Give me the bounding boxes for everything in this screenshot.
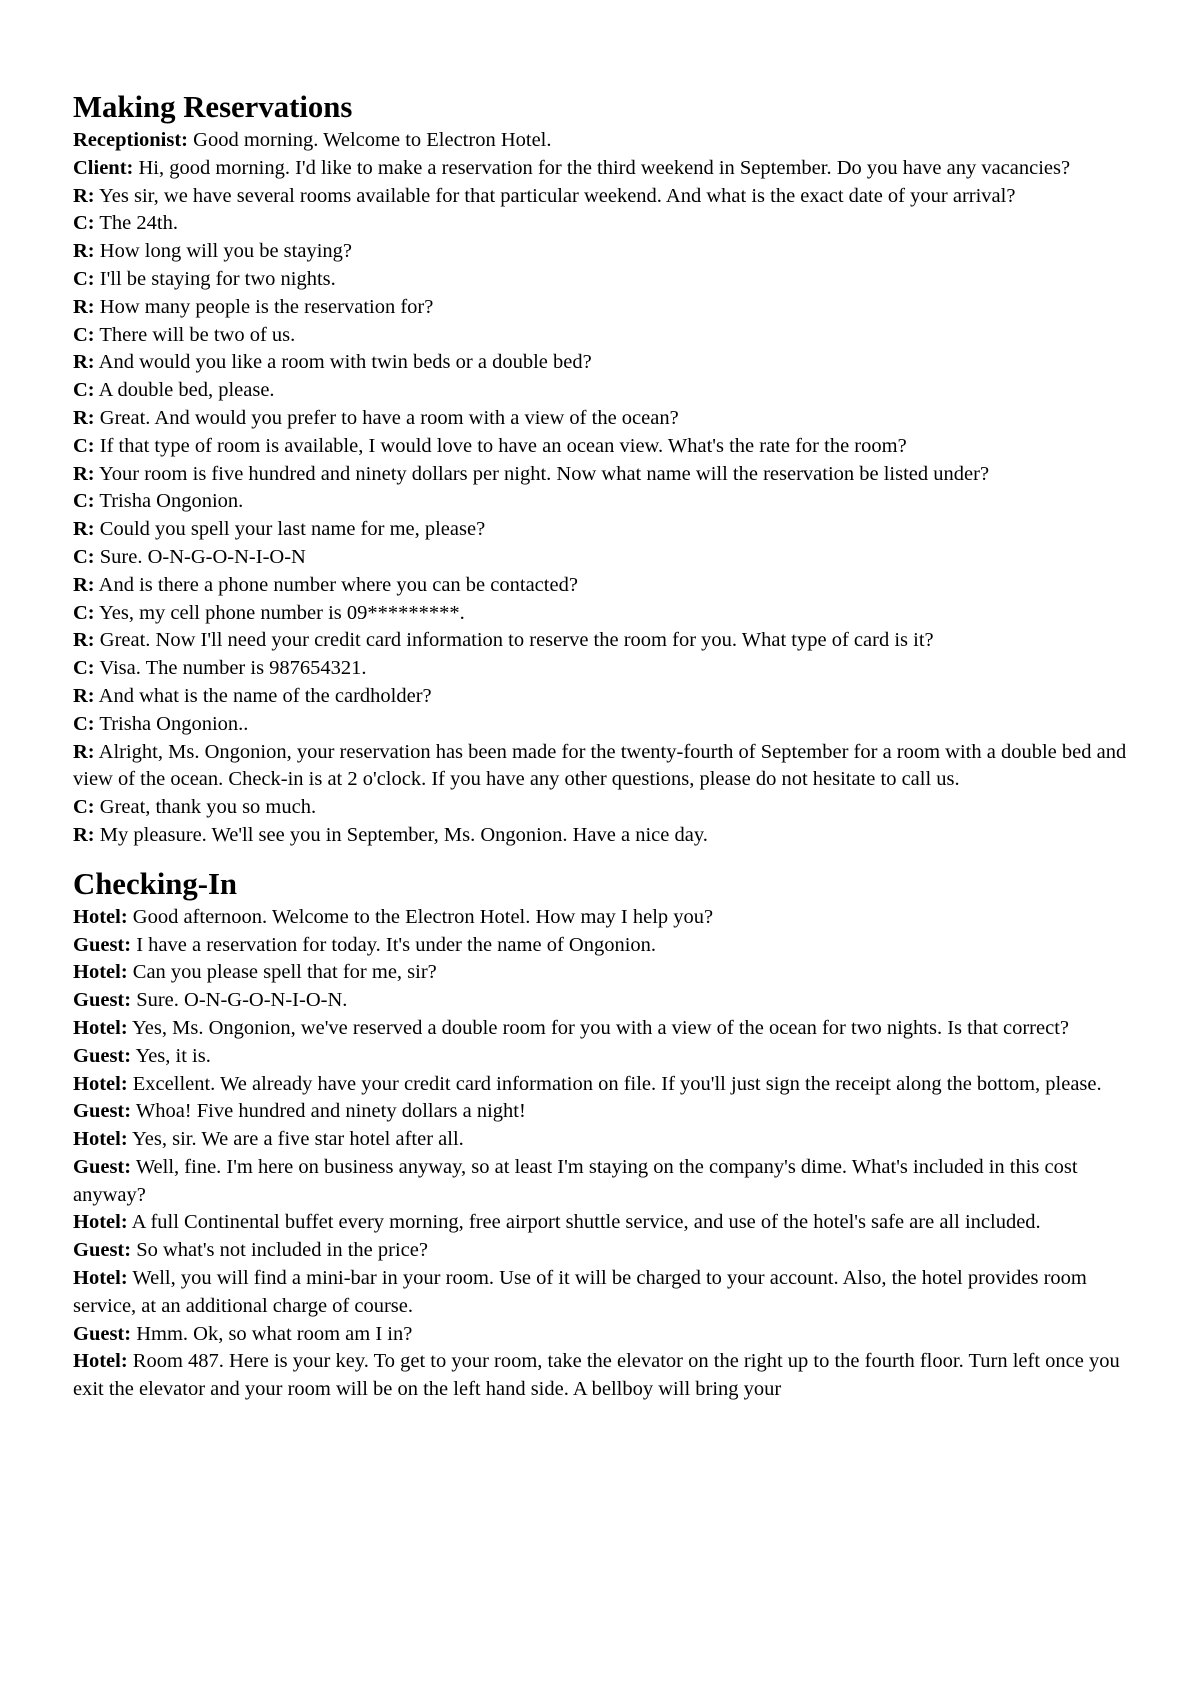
utterance-text: If that type of room is available, I would love to have an ocean view. What's the rate for the room?: [99, 434, 907, 457]
utterance-text: Yes, sir. We are a five star hotel after all.: [132, 1128, 464, 1151]
dialogue-line: [73, 1015, 1138, 1043]
utterance-text: Well, you will find a mini-bar in your room. Use of it will be charged to your account. Also, the hotel provides room service, at an additional charge of course.: [73, 1267, 1087, 1317]
utterance-text: Well, fine. I'm here on business anyway, so at least I'm staying on the company's dime. What's included in this cost anyway?: [73, 1155, 1078, 1206]
dialogue-line: [73, 488, 1138, 516]
speaker-label: C:: [73, 434, 95, 457]
dialogue-line: [73, 155, 1138, 183]
utterance-text: Great. And would you prefer to have a room with a view of the ocean?: [99, 406, 679, 429]
dialogue-line: [73, 544, 1138, 572]
speaker-label: C:: [73, 601, 95, 624]
dialogue-line: [73, 433, 1138, 461]
dialogue-line: [73, 377, 1138, 405]
utterance-text: And is there a phone number where you can be contacted?: [98, 573, 578, 596]
section-title: Making Reservations: [73, 90, 353, 124]
speaker-label: R:: [73, 406, 95, 429]
dialogue-line: [73, 238, 1138, 266]
speaker-label: C:: [73, 212, 95, 235]
dialogue-line: [73, 461, 1138, 489]
speaker-label: R:: [73, 518, 95, 541]
dialogue-line: [73, 1209, 1138, 1237]
utterance-text: Good afternoon. Welcome to the Electron Hotel. How may I help you?: [132, 905, 714, 928]
dialogue-line: [73, 266, 1138, 294]
dialogue-line: [73, 711, 1138, 739]
utterance-text: Yes, it is.: [135, 1044, 211, 1067]
utterance-text: Room 487. Here is your key. To get to your room, take the elevator on the right up to the fourth floor. Turn left once you exit the elevator and your room will be on the left hand side. A bellboy will bring your: [73, 1350, 1120, 1401]
dialogue-line: [73, 349, 1138, 377]
utterance-text: Yes, Ms. Ongonion, we've reserved a double room for you with a view of the ocean for two nights. Is that correct?: [132, 1016, 1070, 1039]
speaker-label: R:: [73, 823, 95, 846]
utterance-text: Whoa! Five hundred and ninety dollars a night!: [135, 1100, 526, 1123]
speaker-label: R:: [73, 240, 95, 263]
dialogue-line: [73, 600, 1138, 628]
speaker-label: Receptionist:: [73, 129, 189, 151]
utterance-text: Great. Now I'll need your credit card information to reserve the room for you. What type of card is it?: [99, 629, 934, 652]
utterance-text: Yes sir, we have several rooms available for that particular weekend. And what is the exact date of your arrival?: [99, 184, 1016, 207]
speaker-label: C:: [73, 379, 95, 402]
dialogue-line: [73, 987, 1138, 1015]
utterance-text: Visa. The number is 987654321.: [99, 657, 367, 680]
dialogue-line: [73, 405, 1138, 433]
document-page: [73, 88, 1138, 1404]
speaker-label: Hotel:: [73, 961, 128, 984]
dialogue-list: [73, 127, 1138, 850]
speaker-label: R:: [73, 295, 95, 318]
dialogue-line: [73, 1237, 1138, 1265]
utterance-text: I'll be staying for two nights.: [99, 267, 336, 290]
utterance-text: A double bed, please.: [98, 379, 275, 402]
speaker-label: Guest:: [73, 1044, 132, 1067]
speaker-label: Guest:: [73, 933, 132, 956]
dialogue-line: [73, 1348, 1138, 1404]
speaker-label: Guest:: [73, 989, 132, 1012]
speaker-label: Client:: [73, 156, 134, 179]
speaker-label: C:: [73, 267, 95, 290]
section-title: Checking-In: [73, 866, 238, 901]
utterance-text: Great, thank you so much.: [99, 796, 317, 819]
dialogue-line: [73, 822, 1138, 850]
dialogue-line: [73, 683, 1138, 711]
utterance-text: Alright, Ms. Ongonion, your reservation has been made for the twenty-fourth of September for a room with a double bed and view of the ocean. Check-in is at 2 o'clock. If you have any other questions, please do not hesitate to call us.: [73, 740, 1127, 791]
speaker-label: C:: [73, 545, 95, 568]
dialogue-line: [73, 904, 1138, 932]
dialogue-line: [73, 1265, 1138, 1321]
speaker-label: C:: [73, 796, 95, 819]
speaker-label: Hotel:: [73, 1016, 128, 1039]
dialogue-line: [73, 1098, 1138, 1126]
dialogue-line: [73, 1071, 1138, 1099]
speaker-label: Guest:: [73, 1100, 132, 1123]
speaker-label: R:: [73, 462, 95, 485]
utterance-text: Can you please spell that for me, sir?: [132, 961, 437, 984]
dialogue-list: [73, 904, 1138, 1404]
dialogue-line: [73, 127, 1138, 155]
dialogue-line: [73, 1154, 1138, 1210]
dialogue-line: [73, 655, 1138, 683]
speaker-label: C:: [73, 712, 95, 735]
utterance-text: I have a reservation for today. It's under the name of Ongonion.: [136, 933, 657, 956]
utterance-text: And would you like a room with twin beds or a double bed?: [98, 351, 592, 374]
utterance-text: There will be two of us.: [99, 323, 296, 346]
speaker-label: Hotel:: [73, 1267, 128, 1290]
dialogue-line: [73, 1321, 1138, 1349]
dialogue-line: [73, 959, 1138, 987]
speaker-label: Guest:: [73, 1155, 132, 1178]
utterance-text: So what's not included in the price?: [136, 1239, 428, 1262]
dialogue-line: [73, 572, 1138, 600]
speaker-label: C:: [73, 490, 95, 513]
speaker-label: R:: [73, 184, 95, 207]
utterance-text: My pleasure. We'll see you in September, Ms. Ongonion. Have a nice day.: [99, 823, 708, 846]
dialogue-line: [73, 183, 1138, 211]
utterance-text: How many people is the reservation for?: [99, 295, 434, 318]
utterance-text: Hi, good morning. I'd like to make a reservation for the third weekend in September. Do you have any vacancies?: [138, 156, 1071, 179]
speaker-label: Hotel:: [73, 1211, 128, 1234]
utterance-text: Sure. O-N-G-O-N-I-O-N: [99, 545, 306, 568]
dialogue-line: [73, 739, 1138, 795]
speaker-label: R:: [73, 573, 95, 596]
dialogue-line: [73, 627, 1138, 655]
utterance-text: Trisha Ongonion.: [99, 490, 244, 513]
dialogue-line: [73, 794, 1138, 822]
speaker-label: Hotel:: [73, 1128, 128, 1151]
utterance-text: A full Continental buffet every morning, free airport shuttle service, and use of the hotel's safe are all included.: [131, 1211, 1041, 1234]
utterance-text: Trisha Ongonion..: [99, 712, 249, 735]
speaker-label: C:: [73, 657, 95, 680]
speaker-label: R:: [73, 684, 95, 707]
speaker-label: R:: [73, 629, 95, 652]
utterance-text: Good morning. Welcome to Electron Hotel.: [193, 129, 552, 151]
dialogue-line: [73, 210, 1138, 238]
speaker-label: R:: [73, 740, 95, 763]
utterance-text: How long will you be staying?: [99, 240, 353, 263]
section-checking-in: [73, 865, 1138, 1404]
dialogue-line: [73, 322, 1138, 350]
section-making-reservations: [73, 88, 1138, 850]
utterance-text: Your room is five hundred and ninety dollars per night. Now what name will the reservation be listed under?: [99, 462, 990, 485]
utterance-text: Sure. O-N-G-O-N-I-O-N.: [136, 989, 348, 1012]
speaker-label: Guest:: [73, 1322, 132, 1345]
dialogue-line: [73, 1126, 1138, 1154]
utterance-text: Could you spell your last name for me, please?: [99, 518, 486, 541]
dialogue-line: [73, 294, 1138, 322]
dialogue-line: [73, 932, 1138, 960]
speaker-label: R:: [73, 351, 95, 374]
speaker-label: Hotel:: [73, 1350, 128, 1373]
speaker-label: C:: [73, 323, 95, 346]
utterance-text: Yes, my cell phone number is 09*********.: [99, 601, 465, 624]
utterance-text: Excellent. We already have your credit card information on file. If you'll just sign the receipt along the bottom, please.: [132, 1072, 1102, 1095]
utterance-text: The 24th.: [99, 212, 178, 235]
speaker-label: Hotel:: [73, 1072, 128, 1095]
dialogue-line: [73, 516, 1138, 544]
speaker-label: Hotel:: [73, 905, 128, 928]
speaker-label: Guest:: [73, 1239, 132, 1262]
utterance-text: And what is the name of the cardholder?: [98, 684, 432, 707]
utterance-text: Hmm. Ok, so what room am I in?: [136, 1322, 413, 1345]
dialogue-line: [73, 1043, 1138, 1071]
